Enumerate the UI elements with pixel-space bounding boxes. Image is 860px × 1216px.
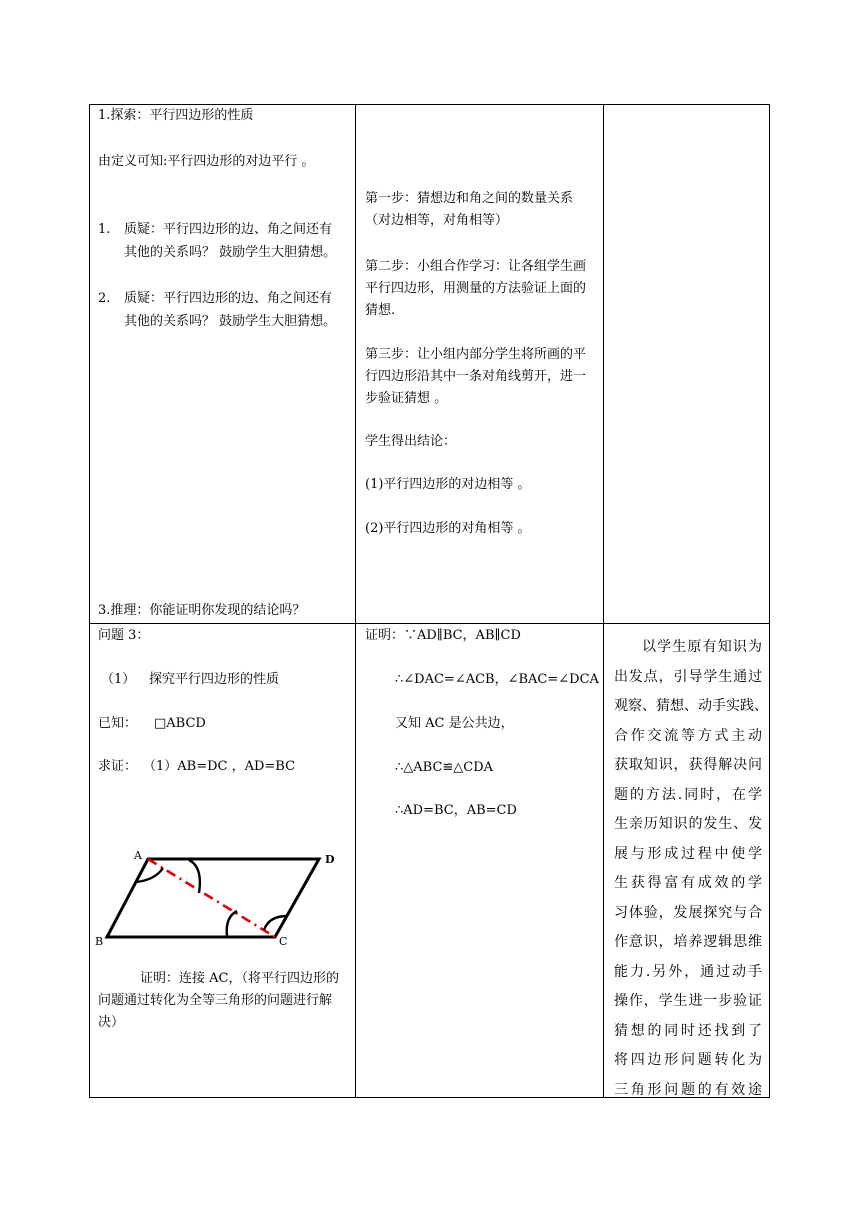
proof-line-5: ∴AD=BC，AB=CD — [395, 803, 517, 818]
prove-label: 求证： — [98, 759, 138, 774]
design-intent-line: 题的方法.同时，在学 — [614, 786, 762, 803]
list-item-number: 2. — [98, 291, 111, 306]
list-item-number: 1. — [98, 222, 111, 237]
prove-value: （1）AB=DC ，AD=BC — [143, 759, 296, 774]
given-label: 已知： — [98, 716, 138, 731]
explore-heading: 1.探索：平行四边形的性质 — [98, 108, 254, 123]
design-intent-text — [614, 633, 768, 1105]
diagonal-ac — [148, 859, 275, 937]
proof-note: 证明：连接 AC，（将平行四边形的问题通过转化为全等三角形的问题进行解决） — [98, 971, 339, 1030]
step-three-text: 第三步：让小组内部分学生将所画的平行四边形沿其中一条对角线剪开，进一步验证猜想 。 — [365, 347, 587, 406]
design-intent-line: 以学生原有知识为 — [642, 639, 762, 655]
design-intent-line: 三角形问题的有效途 — [614, 1081, 762, 1098]
design-intent-line: 将四边形问题转化为 — [614, 1052, 762, 1068]
angle-mark-acb — [227, 911, 237, 936]
list-item-text: 质疑：平行四边形的边、角之间还有其他的关系吗？ 鼓励学生大胆猜想。 — [124, 291, 337, 329]
row1-teacher-activity-cell — [89, 104, 355, 623]
vertex-label-b: B — [95, 935, 104, 947]
proof-line-4: ∴△ABC≌△CDA — [395, 760, 494, 775]
design-intent-line: 作意识，培养逻辑思维 — [614, 934, 762, 950]
sub-problem-number: （1） — [101, 672, 136, 687]
problem-label: 问题 3： — [98, 628, 150, 643]
given-value: □ABCD — [154, 716, 206, 731]
row2-design-intent-cell — [603, 623, 769, 1097]
design-intent-line: 展与形成过程中使学 — [614, 845, 762, 862]
step-one-text: 第一步：猜想边和角之间的数量关系（对边相等，对角相等） — [365, 191, 574, 228]
proof-line-1: 证明：∵AD∥BC，AB∥CD — [365, 628, 521, 643]
design-intent-line: 操作，学生进一步验证 — [614, 993, 762, 1009]
sub-problem-text: 探究平行四边形的性质 — [149, 672, 280, 687]
row2-teacher-activity-cell — [89, 623, 355, 1097]
design-intent-line: 生获得富有成效的学 — [614, 875, 762, 891]
proof-line-2: ∴∠DAC=∠ACB，∠BAC=∠DCA — [395, 672, 599, 687]
design-intent-line: 合作交流等方式主动 — [614, 727, 762, 744]
design-intent-line: 获取知识，获得解决问 — [614, 757, 762, 773]
conclusion-intro: 学生得出结论： — [365, 434, 457, 449]
row1-design-intent-cell — [603, 104, 769, 623]
design-intent-line: 猜想的同时还找到了 — [614, 1022, 762, 1039]
row1-student-activity-cell — [355, 104, 603, 623]
lesson-table — [89, 104, 770, 1098]
table-border-right — [769, 104, 770, 1098]
angle-mark-dac — [189, 860, 200, 893]
parallelogram-figure — [89, 837, 355, 947]
step-two-text: 第二步：小组合作学习：让各组学生画平行四边形，用测量的方法验证上面的猜想. — [365, 259, 587, 318]
reasoning-heading: 3.推理：你能证明你发现的结论吗？ — [98, 603, 306, 618]
design-intent-line: 观察、猜想、动手实践、 — [614, 698, 768, 714]
list-item-text: 质疑：平行四边形的边、角之间还有其他的关系吗？ 鼓励学生大胆猜想。 — [124, 222, 337, 260]
design-intent-line: 出发点，引导学生通过 — [614, 668, 762, 685]
proof-line-3: 又知 AC 是公共边， — [395, 716, 514, 731]
row2-student-activity-cell — [355, 623, 603, 1097]
conclusion-one: (1)平行四边形的对边相等 。 — [365, 477, 531, 492]
vertex-label-c: C — [279, 935, 288, 947]
vertex-label-a: A — [134, 849, 142, 862]
definition-text: 由定义可知:平行四边形的对边平行 。 — [98, 154, 315, 169]
design-intent-line: 生亲历知识的发生、发 — [614, 816, 762, 832]
design-intent-line: 能力.另外，通过动手 — [614, 963, 762, 980]
vertex-label-d: D — [325, 853, 335, 866]
design-intent-line: 习体验，发展探究与合 — [614, 904, 762, 921]
conclusion-two: (2)平行四边形的对角相等 。 — [365, 521, 531, 536]
